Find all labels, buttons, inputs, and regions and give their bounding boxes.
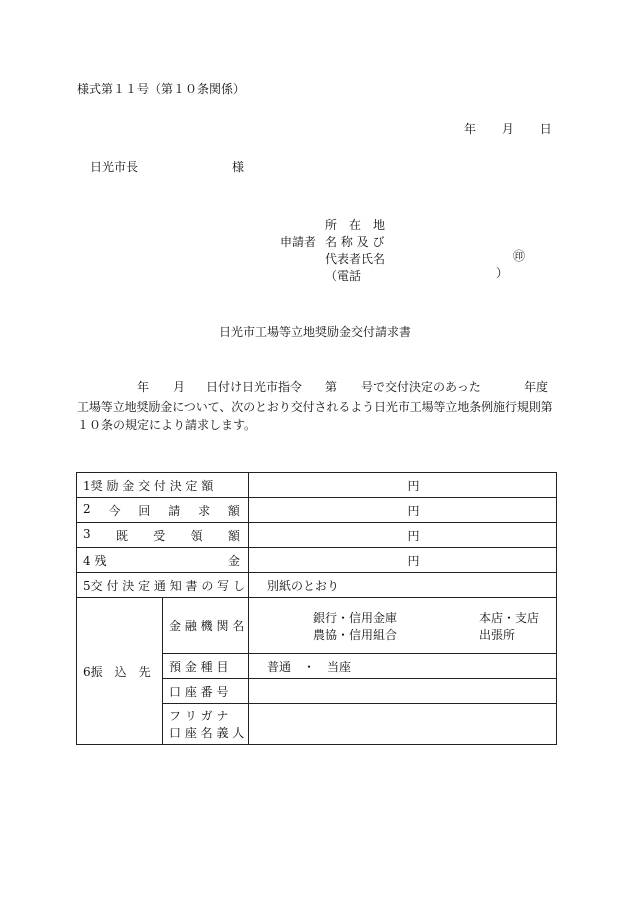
applicant-label: 申請者 [280, 235, 317, 249]
body-line-1 [137, 380, 557, 396]
body-line-3: １０条の規定により請求します。 [77, 418, 257, 432]
decided-amount-yen[interactable]: 円 [249, 473, 557, 498]
bank-types-1: 銀行・信用金庫 [313, 611, 398, 625]
account-number-field[interactable] [249, 679, 557, 704]
table-row-received-amount [77, 523, 557, 548]
deposit-type-value[interactable]: 普通 ・ 当座 [249, 654, 557, 679]
branch-types-1: 本店・支店 [479, 611, 540, 625]
phone-open: （電話 [325, 269, 362, 283]
body-fy: 年度 [524, 380, 549, 394]
date-day: 日 [539, 122, 552, 136]
date-line [464, 122, 552, 138]
body-mid: 日付け日光市指令 [206, 380, 303, 394]
transfer-label: 6振 込 先 [77, 598, 163, 745]
applicant-block [325, 218, 385, 286]
balance-label: 4 残 金 [83, 553, 240, 568]
body-no: 第 [325, 380, 338, 394]
table-row-decided-amount [77, 473, 557, 498]
received-amount-label: 3 既 受 領 額 [83, 526, 240, 543]
furigana-label: フ リ ガ ナ [169, 709, 229, 723]
request-amount-label: 2 今 回 請 求 額 [83, 501, 240, 518]
balance-yen[interactable]: 円 [249, 548, 557, 573]
deposit-type-label: 預 金 種 目 [163, 654, 249, 679]
account-holder-label: 口 座 名 義 人 [169, 726, 245, 740]
table-row-bank [77, 598, 557, 654]
date-year: 年 [464, 122, 477, 136]
body-month: 月 [173, 380, 186, 394]
received-amount-yen[interactable]: 円 [249, 523, 557, 548]
branch-types-2: 出張所 [479, 628, 516, 642]
body-year: 年 [137, 380, 150, 394]
table-row-balance [77, 548, 557, 573]
notice-copy-value: 別紙のとおり [249, 573, 557, 598]
request-amount-yen[interactable]: 円 [249, 498, 557, 523]
table-row-request-amount [77, 498, 557, 523]
bank-types-2: 農協・信用組合 [313, 628, 398, 642]
body-line-2: 工場等立地奨励金について、次のとおり交付されるよう日光市工場等立地条例施行規則第 [77, 400, 553, 414]
addressee-honorific: 様 [232, 160, 245, 174]
bank-name-field[interactable] [249, 598, 557, 654]
phone-close: ） [496, 266, 509, 280]
form-number: 様式第１１号（第１０条関係） [77, 82, 246, 96]
account-holder-field[interactable] [249, 704, 557, 745]
decided-amount-label: 1奨 励 金 交 付 決 定 額 [77, 473, 249, 498]
addressee-name: 日光市長 [90, 160, 139, 174]
claim-table [76, 472, 557, 745]
seal-mark: ㊞ [513, 249, 526, 263]
bank-name-label: 金 融 機 関 名 [163, 598, 249, 654]
notice-copy-label: 5交 付 決 定 通 知 書 の 写 し [77, 573, 249, 598]
account-number-label: 口 座 番 号 [163, 679, 249, 704]
name-label-2: 代表者氏名 [325, 252, 386, 266]
table-row-notice-copy [77, 573, 557, 598]
date-month: 月 [501, 122, 514, 136]
addressee [90, 160, 245, 176]
address-label: 所 在 地 [325, 218, 386, 232]
body-rest: 号で交付決定のあった [361, 380, 481, 394]
name-label-1: 名 称 及 び [325, 235, 385, 249]
document-title: 日光市工場等立地奨励金交付請求書 [218, 325, 411, 339]
